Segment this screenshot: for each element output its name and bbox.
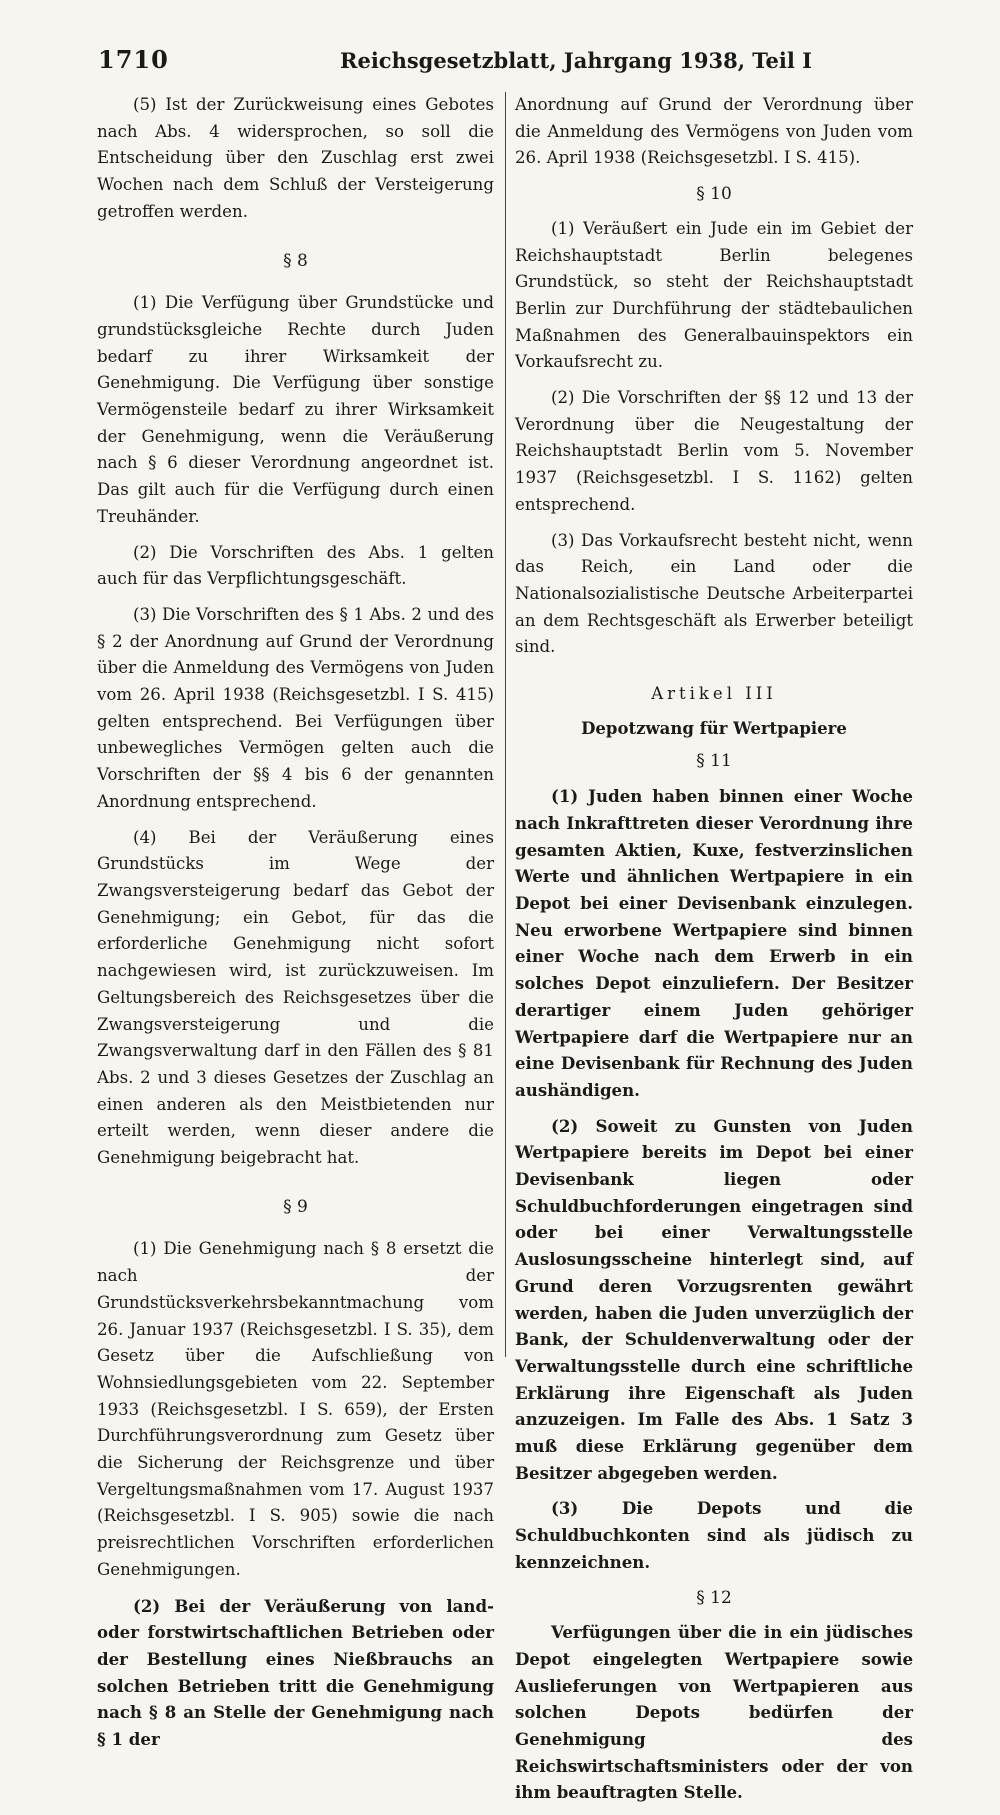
paragraph-12-1: Verfügungen über die in ein jüdisches Depot eingelegten Wertpapiere sowie Auslieferungen von Wertpapieren aus solchen Depots bedürfen der Genehmigung des Reichswirtschaftsministers oder der von ihm beauftragten Stelle. xyxy=(515,1622,913,1803)
running-title: Reichsgesetzblatt, Jahrgang 1938, Teil I xyxy=(340,48,812,73)
paragraph-9-2-continued: Anordnung auf Grund der Verordnung über die Anmeldung des Vermögens von Juden vom 26. April 1938 (Reichsgesetzbl. I S. 415). xyxy=(515,95,913,168)
right-column xyxy=(515,92,913,1815)
section-11-heading: § 11 xyxy=(696,751,732,772)
paragraph-8-4: (4) Bei der Veräußerung eines Grundstücks im Wege der Zwangsversteigerung bedarf das Gebot der Genehmigung; ein Gebot, für das die erforderliche Genehmigung nicht sofort nachgewiesen wird, ist zurückzuweisen. Im Geltungsbereich des Reichsgesetzes über die Zwangsversteigerung und die Zwangsverwaltung darf in den Fällen des § 81 Abs. 2 und 3 dieses Gesetzes der Zuschlag an einen anderen als den Meistbietenden nur erteilt werden, wenn dieser andere die Genehmigung beigebracht hat. xyxy=(97,827,494,1168)
left-column xyxy=(97,92,494,1762)
paragraph-9-1: (1) Die Genehmigung nach § 8 ersetzt die nach der Grundstücksverkehrsbekanntmachung vom 26. Januar 1937 (Reichsgesetzbl. I S. 35), dem Gesetz über die Aufschließung von Wohnsiedlungsgebieten vom 22. September 1933 (Reichsgesetzbl. I S. 659), der Ersten Durchführungsverordnung zum Gesetz über die Sicherung der Reichsgrenze und über Vergeltungsmaßnahmen vom 17. August 1937 (Reichsgesetzbl. I S. 905) sowie die nach preisrechtlichen Vorschriften erforderlichen Genehmigungen. xyxy=(97,1239,494,1579)
column-divider xyxy=(505,92,506,1357)
article-3-subtitle: Depotzwang für Wertpapiere xyxy=(581,718,847,738)
paragraph-11-2: (2) Soweit zu Gunsten von Juden Wertpapiere bereits im Depot bei einer Devisenbank liegen oder Schuldbuchforderungen eingetragen sind oder bei einer Verwaltungsstelle Auslosungsscheine hinterlegt sind, auf Grund deren Vorzugsrenten gewährt werden, haben die Juden unverzüglich der Bank, der Schuldenverwaltung oder der Verwaltungsstelle durch eine schriftliche Erklärung ihre Eigenschaft als Juden anzuzeigen. Im Falle des Abs. 1 Satz 3 muß diese Erklärung gegenüber dem Besitzer abgegeben werden. xyxy=(515,1115,913,1483)
paragraph-7-5: (5) Ist der Zurückweisung eines Gebotes nach Abs. 4 widersprochen, so soll die Entscheidung über den Zuschlag erst zwei Wochen nach dem Schluß der Versteigerung getroffen werden. xyxy=(97,95,494,221)
page-number: 1710 xyxy=(98,45,169,74)
paragraph-11-1: (1) Juden haben binnen einer Woche nach Inkrafttreten dieser Verordnung ihre gesamten Aktien, Kuxe, festverzinslichen Werte und ähnlichen Wertpapiere in ein Depot bei einer Devisenbank einzulegen. Neu erworbene Wertpapiere sind binnen einer Woche nach dem Erwerb in ein solches Depot einzuliefern. Der Besitzer derartiger einem Juden gehöriger Wertpapiere darf die Wertpapiere nur an eine Devisenbank für Rechnung des Juden aushändigen. xyxy=(515,786,913,1100)
paragraph-10-3: (3) Das Vorkaufsrecht besteht nicht, wenn das Reich, ein Land oder die Nationalsozialistische Deutsche Arbeiterpartei an dem Rechtsgeschäft als Erwerber beteiligt sind. xyxy=(515,530,913,657)
paragraph-8-2: (2) Die Vorschriften des Abs. 1 gelten auch für das Verpflichtungsgeschäft. xyxy=(97,542,494,589)
paragraph-8-3: (3) Die Vorschriften des § 1 Abs. 2 und des § 2 der Anordnung auf Grund der Verordnung über die Anmeldung des Vermögens von Juden vom 26. April 1938 (Reichsgesetzbl. I S. 415) gelten entsprechend. Bei Verfügungen über unbewegliches Vermögen gelten auch die Vorschriften der §§ 4 bis 6 der genannten Anordnung entsprechend. xyxy=(97,604,494,811)
paragraph-9-2: (2) Bei der Veräußerung von land- oder forstwirtschaftlichen Betrieben oder der Bestellung eines Nießbrauchs an solchen Betrieben tritt die Genehmigung nach § 8 an Stelle der Genehmigung nach § 1 der xyxy=(97,1595,494,1750)
section-10-heading: § 10 xyxy=(696,184,732,205)
paragraph-10-2: (2) Die Vorschriften der §§ 12 und 13 der Verordnung über die Neugestaltung der Reichshauptstadt Berlin vom 5. November 1937 (Reichsgesetzbl. I S. 1162) gelten entsprechend. xyxy=(515,388,913,514)
paragraph-10-1: (1) Veräußert ein Jude ein im Gebiet der Reichshauptstadt Berlin belegenes Grundstück, so steht der Reichshauptstadt Berlin zur Durchführung der städtebaulichen Maßnahmen des Generalbauinspektors ein Vorkaufsrecht zu. xyxy=(515,218,913,372)
section-9-heading: § 9 xyxy=(283,1196,308,1217)
section-8-heading: § 8 xyxy=(283,250,308,271)
paragraph-11-3: (3) Die Depots und die Schuldbuchkonten sind als jüdisch zu kennzeichnen. xyxy=(515,1498,913,1572)
paragraph-8-1: (1) Die Verfügung über Grundstücke und grundstücksgleiche Rechte durch Juden bedarf zu ihrer Wirksamkeit der Genehmigung. Die Verfügung über sonstige Vermögensteile bedarf zu ihrer Wirksamkeit der Genehmigung, wenn die Veräußerung nach § 6 dieser Verordnung angeordnet ist. Das gilt auch für die Verfügung durch einen Treuhänder. xyxy=(97,293,494,526)
section-12-heading: § 12 xyxy=(696,1587,732,1608)
article-3-heading: Artikel III xyxy=(651,684,777,704)
